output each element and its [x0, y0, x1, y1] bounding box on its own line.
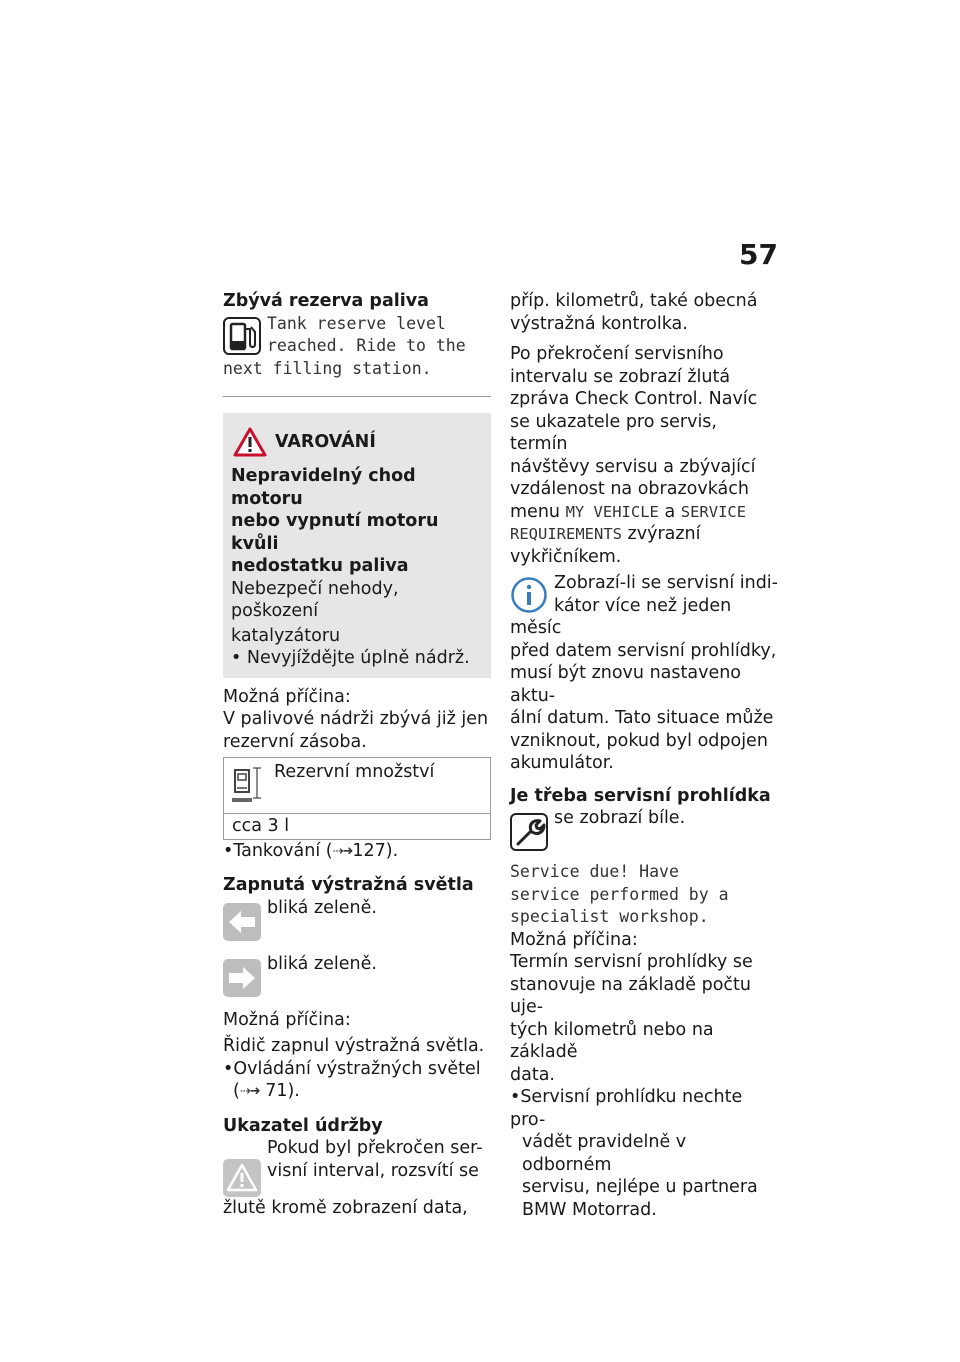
exceed-text-3: zpráva Check Control. Navíc	[510, 389, 758, 409]
service-cause-2: stanovuje na základě počtu uje-	[510, 974, 751, 1017]
warning-title	[231, 427, 483, 457]
fuel-msg-line2: reached. Ride to the	[267, 336, 466, 355]
page-number: 57	[739, 238, 778, 271]
cause-text-2: rezervní zásoba.	[223, 731, 367, 752]
left-blink-text: bliká zeleně.	[267, 897, 377, 918]
warning-bold-2: nebo vypnutí motoru kvůli	[231, 511, 439, 554]
info-text-4: musí být znovu nastaveno aktu-	[510, 663, 742, 706]
service-heading: Je třeba servisní prohlídka	[510, 785, 771, 806]
warning-text-2: katalyzátoru	[231, 625, 341, 646]
info-note	[510, 572, 778, 775]
exceed-text-1: Po překročení servisního	[510, 344, 724, 364]
service-bullet-4: BMW Motorrad.	[522, 1199, 657, 1220]
continued-text-2: výstražná kontrolka.	[510, 313, 688, 334]
maintenance-text-1: Pokud byl překročen ser-	[267, 1138, 483, 1158]
right-column	[510, 290, 778, 1221]
warning-bold-1: Nepravidelný chod motoru	[231, 466, 416, 509]
fuel-msg-line3: next filling station.	[223, 358, 432, 378]
service-cause-label: Možná příčina:	[510, 929, 638, 950]
exceed-text-5: návštěvy servisu a zbývající	[510, 456, 756, 477]
page-ref-arrow-icon: ⇢➜	[332, 843, 353, 859]
info-text-7: akumulátor.	[510, 753, 614, 773]
service-cause-3: tých kilometrů nebo na základě	[510, 1019, 714, 1062]
info-text-1: Zobrazí-li se servisní indi-	[554, 573, 778, 593]
cause2-text: Řidič zapnul výstražná světla.	[223, 1036, 485, 1056]
service-msg-3: specialist workshop.	[510, 907, 709, 926]
page-ref-arrow-icon: ⇢➜	[239, 1084, 260, 1099]
wrench-icon	[510, 813, 548, 851]
right-turn-indicator-row	[223, 953, 491, 1001]
info-text-6: vzniknout, pokud byl odpojen	[510, 730, 768, 751]
reserve-table	[223, 757, 491, 840]
maintenance-text-3: žlutě kromě zobrazení data,	[223, 1198, 468, 1218]
hazard-heading: Zapnutá výstražná světla	[223, 875, 474, 895]
info-text-3: před datem servisní prohlídky,	[510, 640, 777, 661]
general-warning-icon	[223, 1159, 261, 1197]
info-text-5: ální datum. Tato situace může	[510, 708, 774, 728]
service-msg-1: Service due! Have	[510, 862, 679, 881]
left-arrow-icon	[223, 903, 261, 941]
right-arrow-icon	[223, 959, 261, 997]
fuel-level-icon	[232, 764, 266, 804]
warning-text-1: Nebezpečí nehody, poškození	[231, 578, 399, 621]
warning-bold-3: nedostatku paliva	[231, 556, 409, 576]
continued-text-1: příp. kilometrů, také obecná	[510, 291, 758, 311]
service-bullet-3: servisu, nejlépe u partnera	[522, 1177, 758, 1197]
service-cause-4: data.	[510, 1064, 555, 1085]
fuel-reserve-message	[223, 313, 491, 381]
warning-triangle-icon	[233, 427, 267, 457]
exceed-text-7: menu MY VEHICLE a SERVICE	[510, 501, 747, 522]
service-msg-2: service performed by a	[510, 884, 729, 904]
divider	[223, 396, 491, 397]
left-turn-indicator-row	[223, 897, 491, 945]
menu-my-vehicle: MY VEHICLE	[565, 502, 659, 521]
cause-label: Možná příčina:	[223, 686, 351, 707]
service-white-text: se zobrazí bíle.	[554, 808, 686, 828]
fuel-msg-line1: Tank reserve level	[267, 313, 446, 333]
info-icon	[510, 576, 548, 614]
reserve-table-value: cca 3 l	[232, 816, 290, 836]
fuel-reserve-heading: Zbývá rezerva paliva	[223, 291, 429, 311]
exceed-text-9: vykřičníkem.	[510, 546, 622, 567]
hazard-bullet-ref: (⇢➜ 71).	[223, 1080, 491, 1105]
hazard-bullet-1: •Ovládání výstražných světel	[223, 1058, 481, 1079]
warning-title-text: VAROVÁNÍ	[275, 432, 376, 452]
maintenance-block	[223, 1137, 491, 1220]
left-column	[223, 290, 491, 1220]
menu-requirements: REQUIREMENTS	[510, 525, 622, 543]
refuel-bullet: •Tankování (⇢➜127).	[223, 840, 491, 865]
fuel-pump-icon	[223, 317, 261, 355]
cause-text-1: V palivové nádrži zbývá již jen	[223, 709, 489, 729]
reserve-table-header	[224, 758, 490, 814]
maintenance-heading: Ukazatel údržby	[223, 1115, 383, 1136]
exceed-text-4: se ukazatele pro servis, termín	[510, 411, 717, 454]
cause2-label: Možná příčina:	[223, 1009, 351, 1030]
service-due-row	[510, 807, 778, 855]
service-cause-1: Termín servisní prohlídky se	[510, 952, 753, 972]
info-text-2: kátor více než jeden měsíc	[510, 595, 732, 638]
maintenance-text-2: visní interval, rozsvítí se	[267, 1160, 479, 1181]
service-bullet-1: •Servisní prohlídku nechte pro-	[510, 1087, 743, 1130]
exceed-text-8: REQUIREMENTS zvýrazní	[510, 524, 701, 544]
warning-box	[223, 413, 491, 678]
exceed-text-2: intervalu se zobrazí žlutá	[510, 366, 731, 387]
reserve-table-header-label: Rezervní množství	[274, 762, 435, 782]
menu-service: SERVICE	[680, 502, 747, 521]
right-blink-text: bliká zeleně.	[267, 953, 377, 974]
service-bullet-2: vádět pravidelně v odborném	[522, 1132, 687, 1175]
exceed-text-6: vzdálenost na obrazovkách	[510, 479, 749, 499]
warning-bullet: • Nevyjíždějte úplně nádrž.	[231, 648, 470, 668]
